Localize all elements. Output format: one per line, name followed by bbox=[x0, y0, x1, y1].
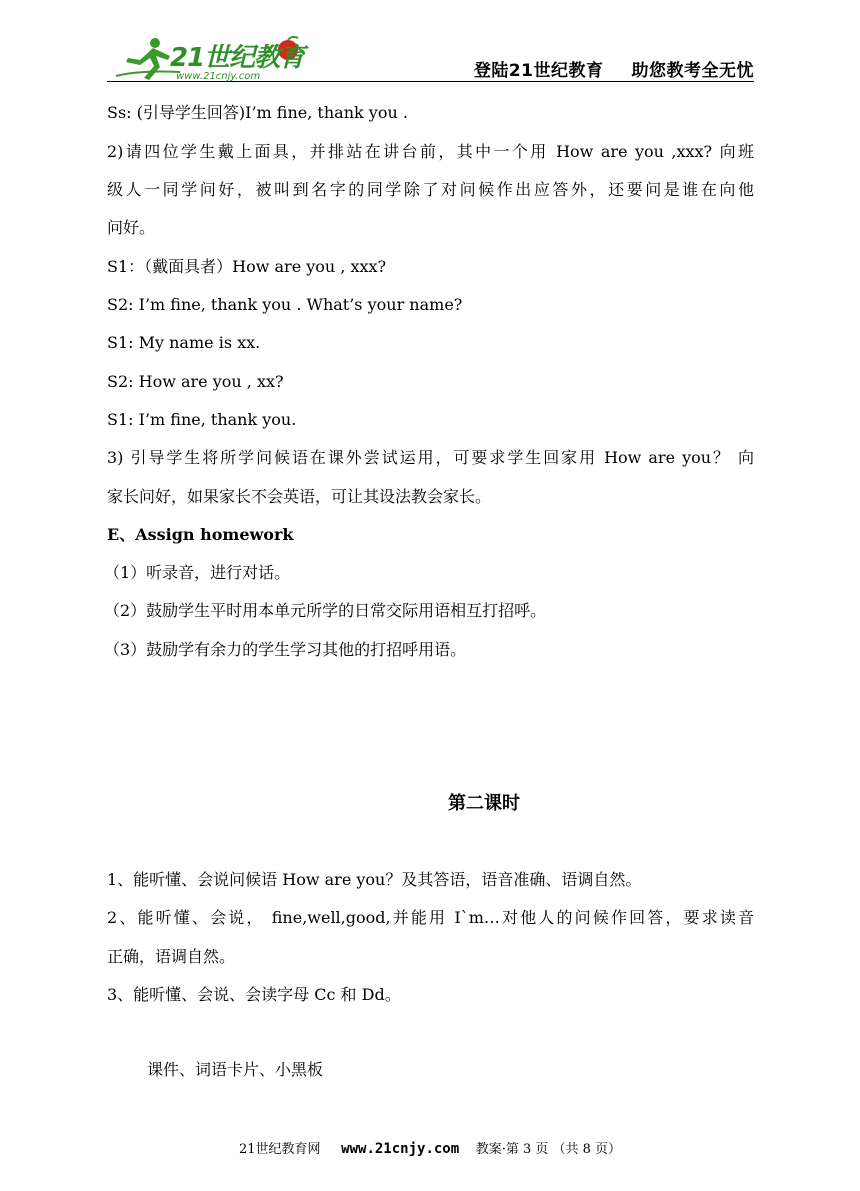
text-line: S1: My name is xx. bbox=[107, 333, 261, 352]
text-line: 课件、词语卡片、小黑板 bbox=[147, 1060, 324, 1079]
text-line: Ss: (引导学生回答)I’m fine, thank you . bbox=[107, 103, 408, 122]
text-line: S1：（戴面具者）How are you , xxx? bbox=[107, 257, 387, 276]
text-line: 正确，语调自然。 bbox=[107, 947, 236, 966]
text-line: 家长问好，如果家长不会英语，可让其设法教会家长。 bbox=[107, 487, 492, 506]
text-line: 1、能听懂、会说问候语 How are you？及其答语，语音准确、语调自然。 bbox=[107, 870, 642, 889]
text-line: 问好。 bbox=[107, 218, 156, 237]
list-item: （3）鼓励学有余力的学生学习其他的打招呼用语。 bbox=[104, 640, 467, 659]
text-line: 3、能听懂、会说、会读字母 Cc 和 Dd。 bbox=[107, 985, 401, 1004]
text-line: S2: I’m fine, thank you . What’s your name? bbox=[107, 295, 463, 314]
text-line: S2: How are you , xx? bbox=[107, 372, 284, 391]
slogan-right: 助您教考全无忧 bbox=[631, 61, 754, 81]
text-line: 2、能听懂、会说， fine,well,good,并能用 I`m…对他人的问候作回答，要求读音 bbox=[107, 908, 754, 927]
text-line: 2)请四位学生戴上面具，并排站在讲台前，其中一个用 How are you ,xxx? 向班 bbox=[107, 142, 754, 161]
text-line: S1: I’m fine, thank you. bbox=[107, 410, 297, 429]
list-item: （2）鼓励学生平时用本单元所学的日常交际用语相互打招呼。 bbox=[104, 601, 547, 620]
section-heading-homework: E、Assign homework bbox=[107, 525, 294, 544]
section-title: 第二课时 bbox=[448, 793, 520, 814]
footer-page-info: 教案·第 3 页 （共 8 页） bbox=[475, 1142, 622, 1157]
text-line: 级人一同学问好，被叫到名字的同学除了对问候作出应答外，还要问是谁在向他 bbox=[107, 180, 754, 199]
header-slogan bbox=[474, 56, 754, 81]
footer-site[interactable]: www.21cnjy.com bbox=[341, 1141, 460, 1157]
slogan-left: 登陆21世纪教育 bbox=[473, 61, 604, 81]
footer-left: 21世纪教育网 bbox=[238, 1142, 321, 1157]
logo-21cnjy bbox=[110, 36, 310, 82]
page-footer bbox=[0, 1138, 860, 1157]
svg-text:21世纪教育: 21世纪教育 bbox=[170, 43, 305, 73]
text-line: 3) 引导学生将所学问候语在课外尝试运用，可要求学生回家用 How are you？ 向 bbox=[107, 448, 754, 467]
svg-text:www.21cnjy.com: www.21cnjy.com bbox=[176, 71, 261, 82]
header-divider bbox=[107, 81, 754, 82]
list-item: （1）听录音，进行对话。 bbox=[104, 563, 291, 582]
